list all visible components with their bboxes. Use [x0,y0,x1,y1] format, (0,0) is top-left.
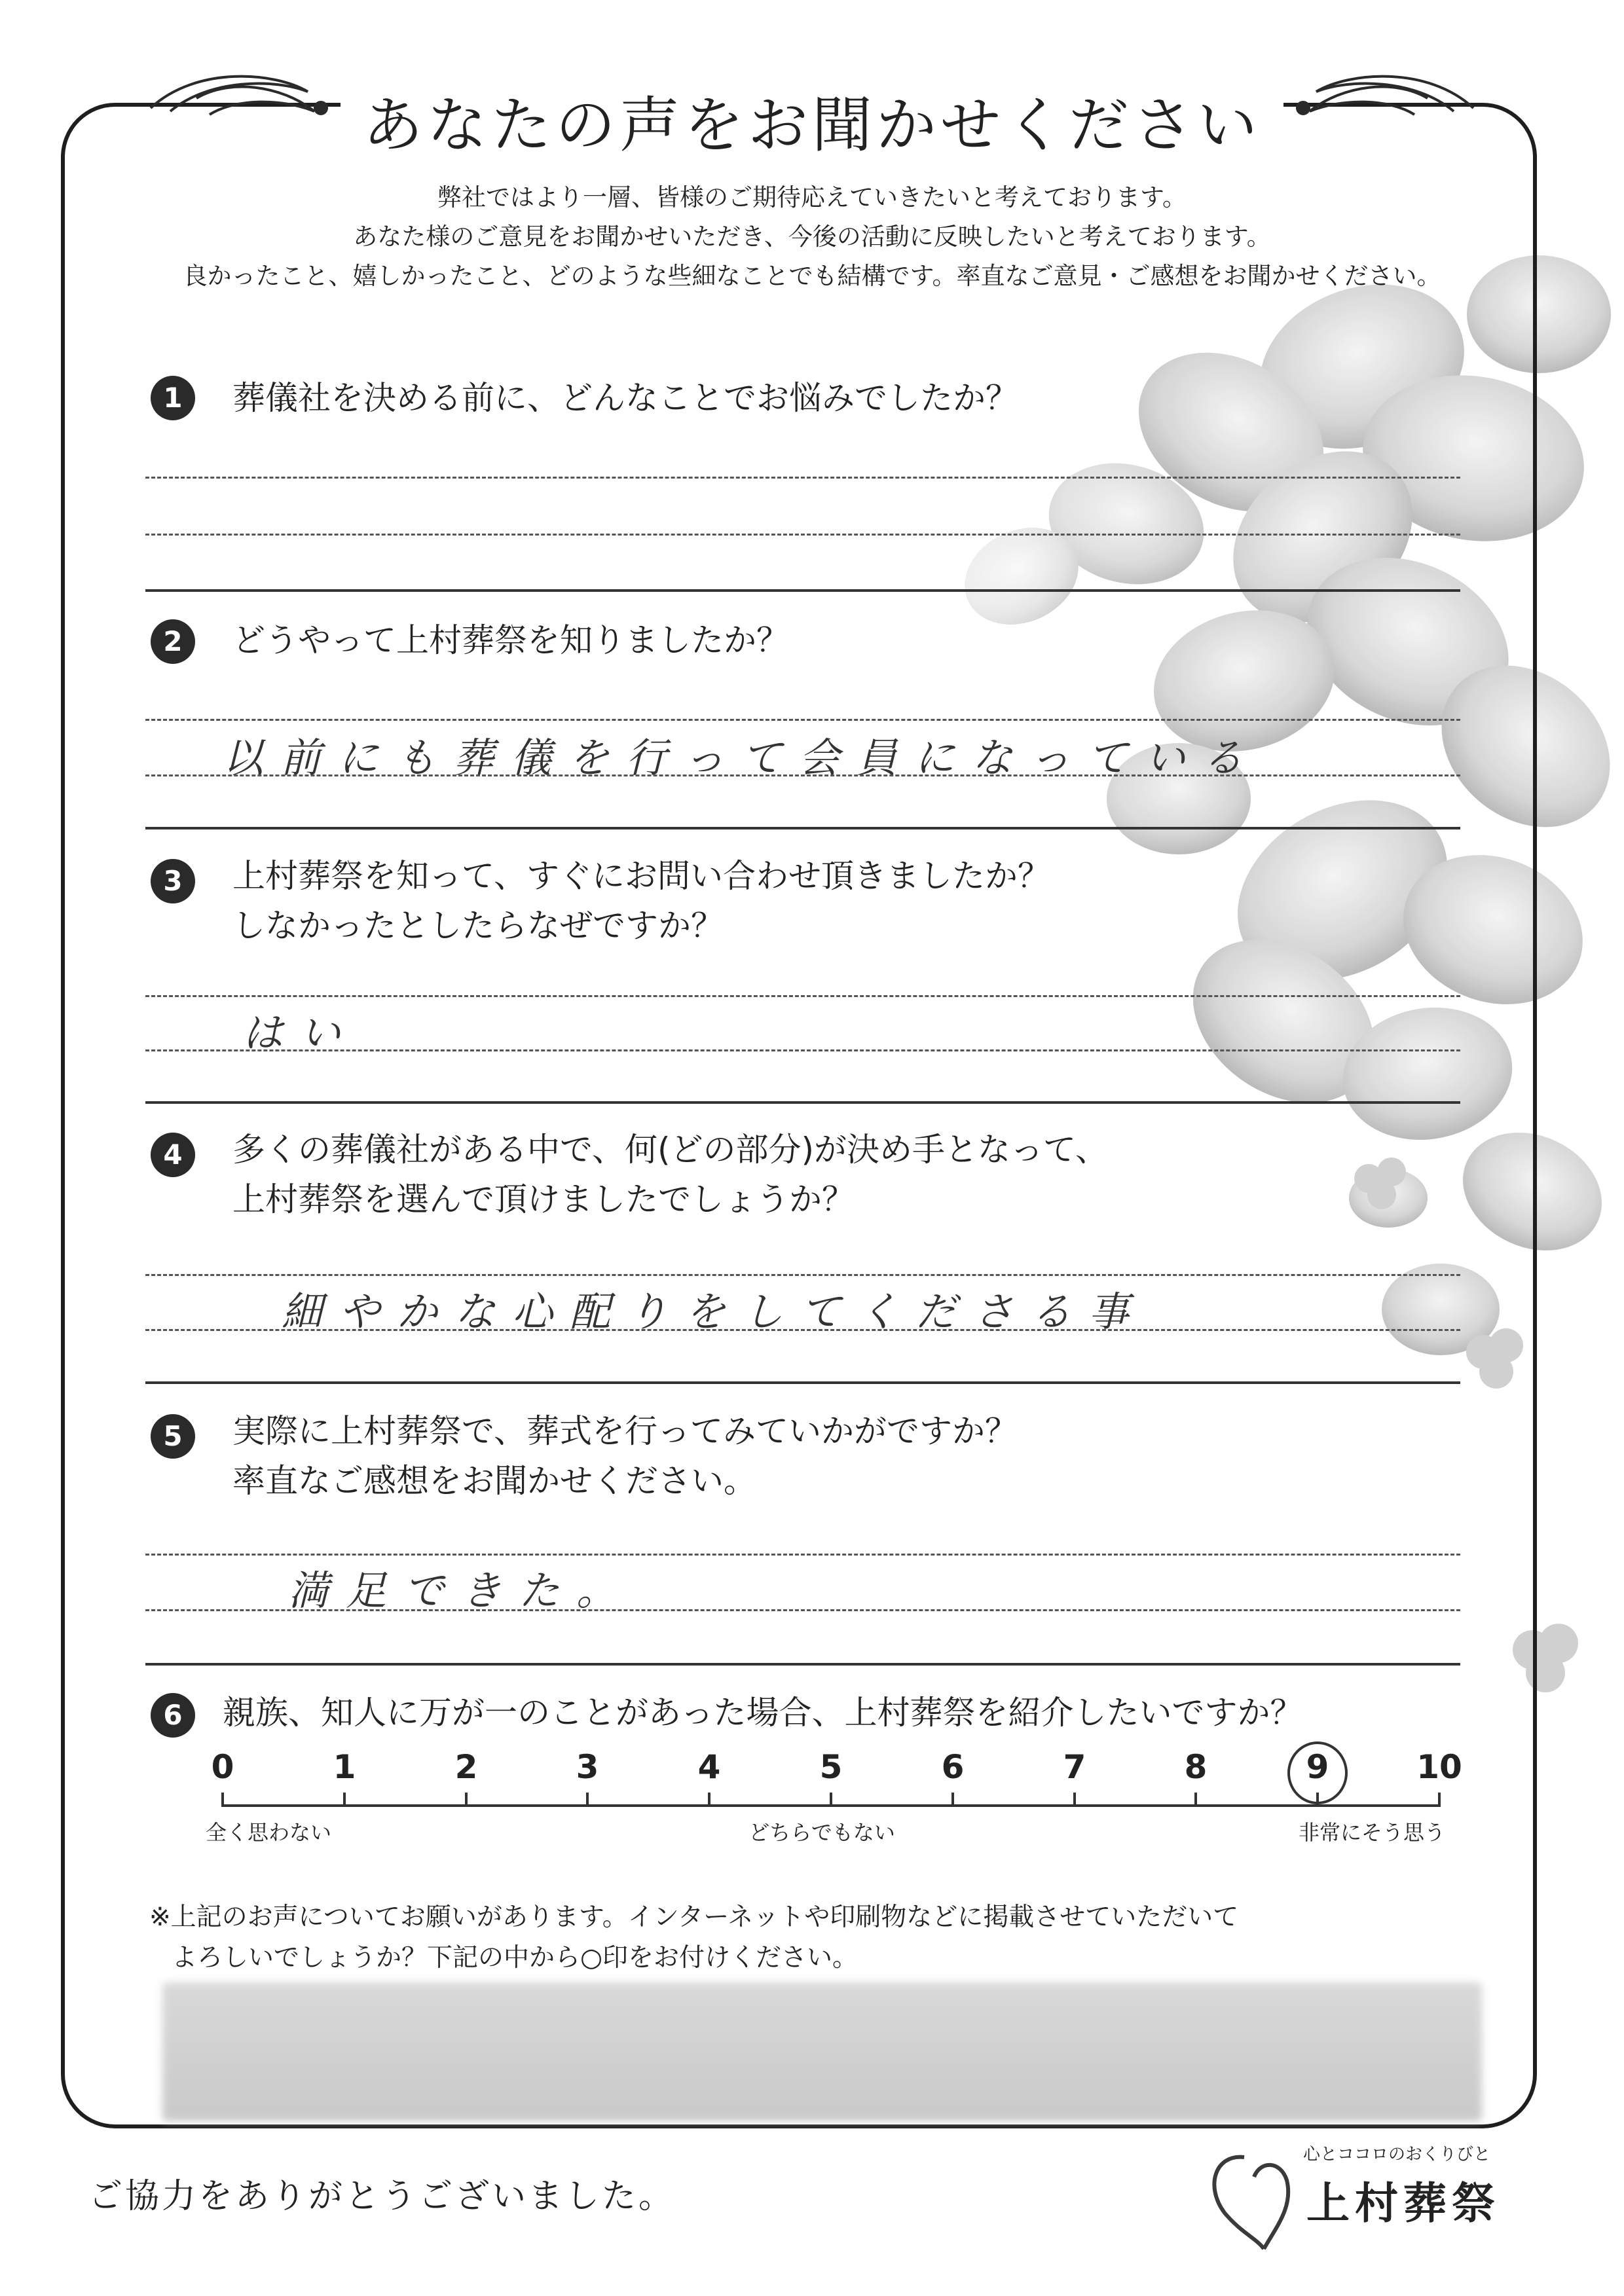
question-number-badge: 3 [151,859,195,903]
intro-text [118,178,1506,296]
question-text: どうやって上村葬祭を知りましたか？ [232,621,789,659]
flower-background [851,255,1624,1692]
question-text: しなかったとしたらなぜですか？ [232,907,724,945]
question-text: 実際に上村葬祭で、葬式を行ってみていかがですか？ [232,1412,1018,1450]
scale-number[interactable]: 5 [819,1748,843,1786]
scale-number[interactable]: 10 [1416,1748,1462,1786]
section-divider [145,589,1460,592]
answer-dashed-line [145,534,1460,536]
handwritten-answer: 以前にも葬儀を行って会員になっている [223,734,1261,782]
answer-dashed-line [145,1554,1460,1556]
handwritten-answer: 細やかな心配りをしてくださる事 [282,1288,1147,1336]
scale-number[interactable]: 7 [1063,1748,1086,1786]
question-text: 上村葬祭を選んで頂けましたでしょうか？ [232,1180,855,1218]
handwritten-answer: 満足できた。 [288,1567,635,1614]
answer-dashed-line [145,477,1460,479]
brand-name: 上村葬祭 [1306,2178,1500,2229]
question-number-badge: 1 [151,376,195,420]
question-number-badge: 5 [151,1414,195,1459]
section-divider [145,1663,1460,1666]
section-divider [145,1101,1460,1104]
question-text: 葬儀社を決める前に、どんなことでお悩みでしたか？ [232,379,1018,417]
scale-number[interactable]: 8 [1184,1748,1208,1786]
answer-dashed-line [145,774,1460,776]
scale-number[interactable]: 0 [211,1748,234,1786]
redacted-consent-options [162,1982,1482,2121]
brand-logo-mark [1214,2157,1288,2249]
scale-number-selected[interactable]: 9 [1306,1748,1329,1786]
question-text: 率直なご感想をお聞かせください。 [232,1462,756,1500]
question-text: 親族、知人に万が一のことがあった場合、上村葬祭を紹介したいですか？ [223,1694,1303,1732]
answer-dashed-line [145,1329,1460,1331]
consent-note-line: ※上記のお声についてお願いがあります。インターネットや印刷物などに掲載させていただいて [149,1903,1239,1932]
question-text: 上村葬祭を知って、すぐにお問い合わせ頂きましたか？ [232,857,1050,895]
scale-label-low: 全く思わない [205,1820,332,1845]
scale-label-high: 非常にそう思う [1298,1820,1446,1845]
question-number-badge: 4 [151,1133,195,1177]
scale-label-mid: どちらでもない [748,1820,895,1845]
scale-number[interactable]: 6 [941,1748,965,1786]
rating-scale-line [223,1793,1439,1807]
answer-dashed-line [145,1049,1460,1051]
answer-dashed-line [145,719,1460,721]
section-divider [145,1381,1460,1384]
consent-note [149,1897,1238,1978]
answer-dashed-line [145,1274,1460,1276]
section-divider [145,827,1460,829]
page-title: あなたの声をお聞かせください [362,90,1261,160]
scale-number[interactable]: 3 [576,1748,599,1786]
scale-number[interactable]: 4 [697,1748,721,1786]
intro-line: 弊社ではより一層、皆様のご期待応えていきたいと考えております。 [437,183,1187,211]
handwritten-answer: はい [242,1009,358,1057]
intro-line: あなた様のご意見をお聞かせいただき、今後の活動に反映したいと考えております。 [353,223,1271,251]
scale-number[interactable]: 1 [333,1748,356,1786]
question-number-badge: 6 [151,1693,195,1738]
answer-dashed-line [145,1609,1460,1611]
scale-number[interactable]: 2 [454,1748,478,1786]
consent-note-line: よろしいでしょうか？下記の中から○印をお付けください。 [172,1943,858,1973]
answer-dashed-line [145,995,1460,997]
brand-tagline: 心とココロのおくりびと [1303,2145,1491,2164]
closing-message: ご協力をありがとうございました。 [88,2177,676,2216]
question-number-badge: 2 [151,619,195,664]
question-text: 多くの葬儀社がある中で、何(どの部分)が決め手となって、 [232,1131,1109,1169]
intro-line: 良かったこと、嬉しかったこと、どのような些細なことでも結構です。率直なご意見・ご感想をお聞かせください。 [183,262,1441,290]
